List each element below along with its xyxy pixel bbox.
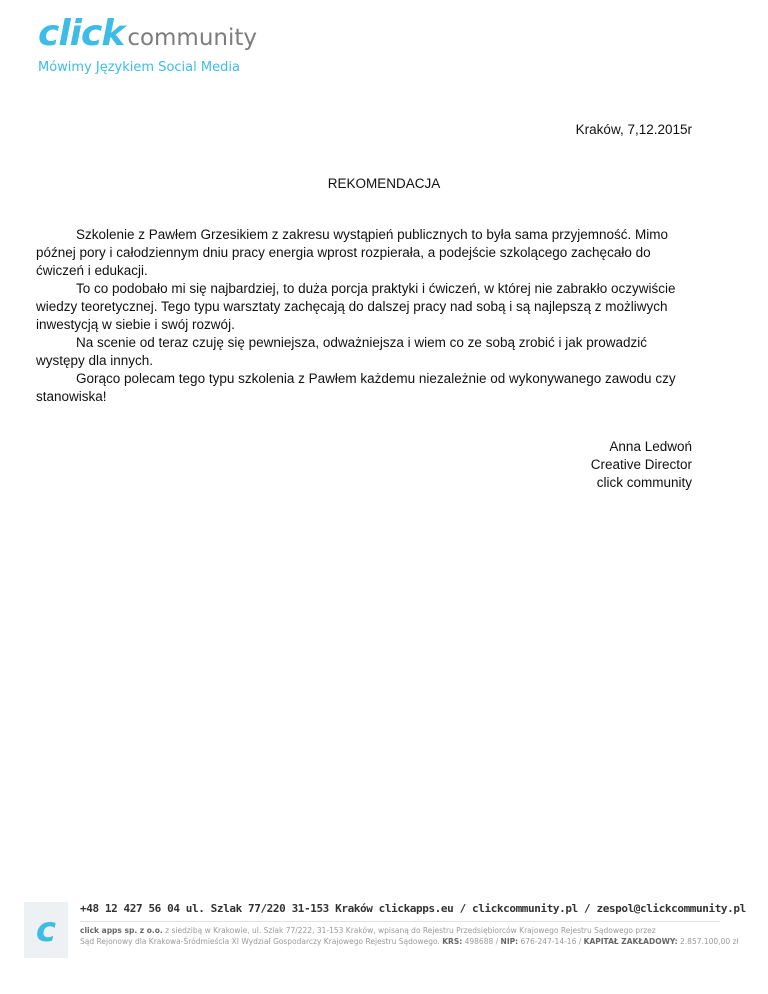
company-logo — [38, 14, 257, 58]
footer-legal-text — [80, 926, 739, 947]
legal-line-1 — [80, 926, 739, 937]
legal-line-2 — [80, 937, 739, 948]
logo-community-text: community — [127, 25, 258, 51]
signer-name: Anna Ledwoń — [609, 439, 692, 454]
letter-body — [36, 226, 696, 406]
paragraph: To co podobało mi się najbardziej, to duża porcja praktyki i ćwiczeń, w której nie zabrakło oczywiście wiedzy teoretycznej. Tego typu warsztaty zachęcają do dalszej pracy nad sobą i są najlepszą z możliwych inwestycją w siebie i swój rozwój. — [36, 281, 676, 332]
document-title: REKOMENDACJA — [327, 176, 441, 191]
capital-label: KAPITAŁ ZAKŁADOWY: — [583, 936, 678, 946]
krs-label: KRS: — [442, 936, 463, 946]
nip-label: NIP: — [500, 936, 519, 946]
footer-text — [80, 902, 746, 947]
footer-contact-line: +48 12 427 56 04 ul. Szlak 77/220 31-153 Kraków clickapps.eu / clickcommunity.pl / zespol@clickcommunity.pl — [80, 902, 720, 922]
nip-value: 676-247-14-16 / — [518, 936, 584, 946]
logo-click-text: click — [38, 13, 125, 54]
signature-block — [591, 438, 692, 492]
court-info: Sąd Rejonowy dla Krakowa-Śródmieścia XI Wydział Gospodarczy Krajowego Rejestru Sądowego. — [80, 936, 440, 946]
capital-value: 2.857.100,00 zł — [677, 936, 739, 946]
krs-value: 498688 / — [462, 936, 501, 946]
legal-address: z siedzibą w Krakowie, ul. Szlak 77/222, 31-153 Kraków, wpisaną do Rejestru Przedsiębiorców Krajowego Rejestru Sądowego przez — [162, 926, 656, 935]
date-line: Kraków, 7,12.2015r — [575, 122, 692, 137]
footer-logo-icon: c — [24, 902, 68, 958]
signer-company: click community — [596, 475, 692, 490]
paragraph: Szkolenie z Pawłem Grzesikiem z zakresu wystąpień publicznych to była sama przyjemność. Mimo późnej pory i całodziennym dniu pracy energia wprost rozpierała, a podejście szkolącego zachęcało do ćwiczeń i edukacji. — [36, 227, 668, 278]
letterhead — [38, 14, 257, 75]
tagline: Mówimy Językiem Social Media — [38, 60, 240, 75]
company-legal-name: click apps sp. z o.o. — [80, 926, 163, 935]
paragraph: Gorąco polecam tego typu szkolenia z Pawłem każdemu niezależnie od wykonywanego zawodu czy stanowiska! — [36, 371, 676, 404]
signer-role: Creative Director — [590, 457, 692, 472]
paragraph: Na scenie od teraz czuję się pewniejsza, odważniejsza i wiem co ze sobą zrobić i jak prowadzić występy dla innych. — [36, 335, 648, 368]
footer — [24, 902, 744, 966]
